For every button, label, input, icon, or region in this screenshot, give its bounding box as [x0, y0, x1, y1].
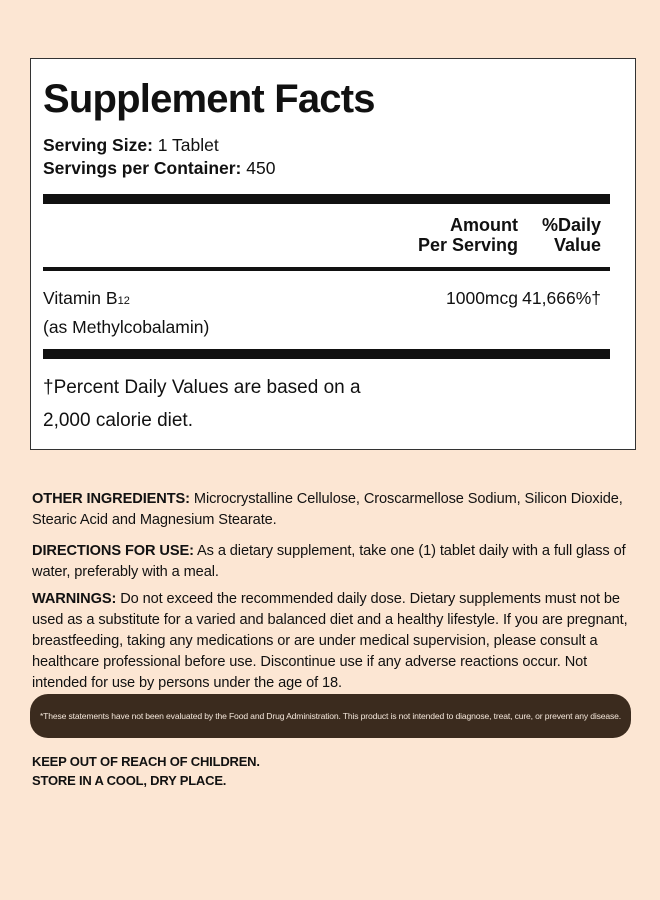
amount-per-serving-header: [418, 215, 518, 255]
directions-label: DIRECTIONS FOR USE:: [32, 543, 194, 559]
fda-disclaimer-text: *These statements have not been evaluated by the Food and Drug Administration. This product is not intended to diagnose, treat, cure, or prevent any disease.: [39, 711, 622, 721]
nutrient-name-subscript: 12: [117, 295, 130, 307]
divider-thick: [43, 194, 610, 204]
directions-text: As a dietary supplement, take one (1) tablet daily with a full glass of water, preferably with a meal.: [32, 543, 626, 580]
nutrient-daily-value: 41,666%†: [522, 288, 601, 308]
serving-size-label: Serving Size:: [43, 135, 153, 155]
warnings-text: Do not exceed the recommended daily dose. Dietary supplements must not be used as a substitute for a varied and balanced diet and a healthy lifestyle. If you are pregnant, breastfeeding, taking any medications or are under medical supervision, please consult a healthcare professional before use. Discontinue use if any adverse reactions occur. Not intended for use by persons under the age of 18.: [32, 591, 628, 691]
serving-size: [43, 135, 219, 156]
nutrient-form: (as Methylcobalamin): [43, 317, 210, 337]
amount-header-line1: Amount: [450, 215, 518, 235]
warnings-label: WARNINGS:: [32, 591, 117, 607]
nutrient-name: [43, 285, 209, 340]
other-ingredients: [32, 489, 632, 531]
divider-thick: [43, 349, 610, 359]
dv-header-line1: %Daily: [541, 215, 601, 235]
nutrient-amount: 1000mcg: [446, 288, 518, 308]
keep-out-of-reach-notice: KEEP OUT OF REACH OF CHILDREN.: [32, 754, 260, 769]
nutrient-name-text: Vitamin B: [43, 288, 118, 308]
directions-for-use: [32, 541, 632, 583]
supplement-facts-panel: [30, 58, 636, 450]
other-ingredients-label: OTHER INGREDIENTS:: [32, 491, 190, 507]
amount-header-line2: Per Serving: [417, 235, 518, 255]
daily-value-footnote: †Percent Daily Values are based on a 2,000 calorie diet.: [43, 377, 361, 431]
servings-per-container: [43, 158, 275, 179]
daily-value-header: [542, 215, 601, 255]
warnings: [32, 589, 632, 694]
divider-medium: [43, 267, 610, 271]
servings-per-container-label: Servings per Container:: [43, 158, 242, 178]
fda-disclaimer-banner: [30, 694, 631, 738]
serving-size-value: 1 Tablet: [152, 135, 219, 155]
supplement-facts-title: Supplement Facts: [43, 77, 375, 121]
servings-per-container-value: 450: [241, 158, 276, 178]
dv-header-line2: Value: [553, 235, 601, 255]
storage-notice: STORE IN A COOL, DRY PLACE.: [32, 773, 227, 788]
other-ingredients-text: Microcrystalline Cellulose, Croscarmellose Sodium, Silicon Dioxide, Stearic Acid and Magnesium Stearate.: [32, 491, 623, 528]
